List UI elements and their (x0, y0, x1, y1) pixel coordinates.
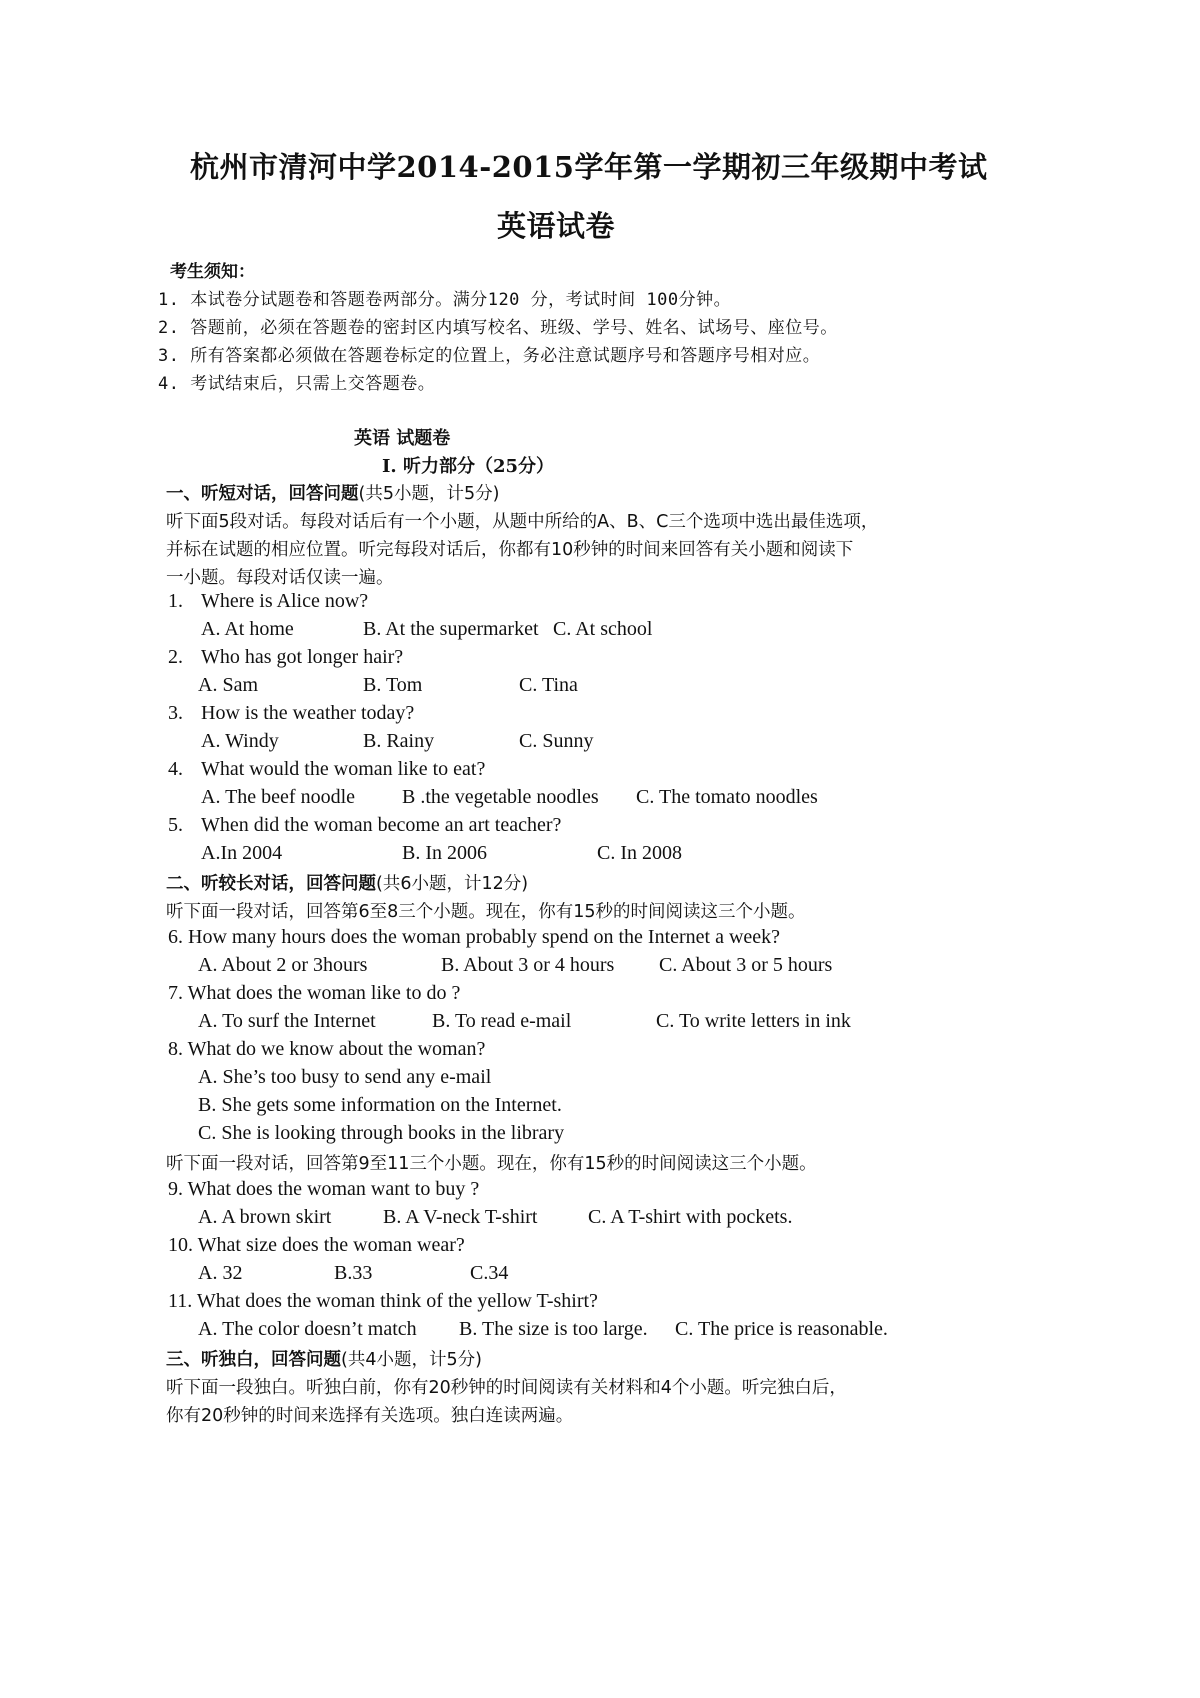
option-b: B. To read e-mail (432, 1010, 572, 1032)
question-text: Where is Alice now? (201, 590, 369, 612)
question-text: 7. What does the woman like to do ? (168, 982, 461, 1004)
question-number: 5. (168, 814, 183, 836)
option-b: B .the vegetable noodles (402, 786, 599, 808)
option-b: B.33 (334, 1262, 373, 1284)
instruction-line: 听下面一段独白。听独白前，你有20秒钟的时间阅读有关材料和4个小题。听完独白后， (166, 1378, 847, 1398)
question-text: What would the woman like to eat? (201, 758, 486, 780)
option-a: A. At home (201, 618, 294, 640)
option-a: A. Windy (201, 730, 279, 752)
question-number: 1. (168, 590, 183, 612)
section-note: (共5小题，计5分) (358, 484, 500, 504)
part-heading: I. 听力部分（25分） (382, 456, 555, 477)
question-text: 11. What does the woman think of the yellow T-shirt? (168, 1290, 598, 1312)
option-b: B. In 2006 (402, 842, 487, 864)
instruction-line: 一小题。每段对话仅读一遍。 (166, 568, 394, 588)
option-c: C. Sunny (519, 730, 594, 752)
section-note: (共4小题，计5分) (341, 1350, 482, 1370)
question-number: 3. (168, 702, 183, 724)
exam-title: 杭州市清河中学2014-2015学年第一学期初三年级期中考试 (190, 150, 988, 184)
question-text: 8. What do we know about the woman? (168, 1038, 486, 1060)
option-c: C. The price is reasonable. (675, 1318, 888, 1340)
question-text: 9. What does the woman want to buy ? (168, 1178, 480, 1200)
question-text: When did the woman become an art teacher? (201, 814, 562, 836)
question-number: 2. (168, 646, 183, 668)
option-a: A. To surf the Internet (198, 1010, 376, 1032)
option-a: A. She’s too busy to send any e-mail (198, 1066, 492, 1088)
option-b: B. The size is too large. (459, 1318, 648, 1340)
question-number: 4. (168, 758, 183, 780)
option-c: C.34 (470, 1262, 509, 1284)
option-b: B. Tom (363, 674, 423, 696)
notice-item: 1. 本试卷分试题卷和答题卷两部分。满分120 分，考试时间 100分钟。 (158, 290, 732, 310)
instruction-line: 听下面一段对话，回答第6至8三个小题。现在，你有15秒的时间阅读这三个小题。 (166, 902, 806, 922)
option-c: C. In 2008 (597, 842, 682, 864)
option-a: A.In 2004 (201, 842, 283, 864)
section-title: 二、听较长对话，回答问题 (166, 874, 376, 894)
option-c: C. At school (553, 618, 653, 640)
instruction-line: 你有20秒钟的时间来选择有关选项。独白连读两遍。 (166, 1406, 574, 1426)
option-b: B. At the supermarket (363, 618, 539, 640)
section-heading (166, 480, 499, 505)
option-b: B. Rainy (363, 730, 435, 752)
question-text: 6. How many hours does the woman probably spend on the Internet a week? (168, 926, 781, 948)
option-a: A. The beef noodle (201, 786, 356, 808)
section-title: 三、听独白，回答问题 (166, 1350, 341, 1370)
section-note: (共6小题，计12分) (376, 874, 529, 894)
paper-name: 英语 试题卷 (354, 428, 451, 449)
option-a: A. The color doesn’t match (198, 1318, 417, 1340)
notice-heading: 考生须知： (170, 262, 255, 282)
instruction-line: 听下面一段对话，回答第9至11三个小题。现在，你有15秒的时间阅读这三个小题。 (166, 1154, 817, 1174)
option-c: C. The tomato noodles (636, 786, 818, 808)
option-b: B. About 3 or 4 hours (441, 954, 615, 976)
option-c: C. A T-shirt with pockets. (588, 1206, 793, 1228)
notice-item: 3. 所有答案都必须做在答题卷标定的位置上，务必注意试题序号和答题序号相对应。 (158, 346, 821, 366)
section-heading (166, 870, 528, 895)
option-a: A. A brown skirt (198, 1206, 332, 1228)
instruction-line: 并标在试题的相应位置。听完每段对话后，你都有10秒钟的时间来回答有关小题和阅读下 (166, 540, 854, 560)
option-c: C. To write letters in ink (656, 1010, 851, 1032)
section-title: 一、听短对话，回答问题 (166, 484, 359, 504)
option-c: C. Tina (519, 674, 578, 696)
question-text: Who has got longer hair? (201, 646, 404, 668)
section-heading (166, 1346, 482, 1371)
question-text: 10. What size does the woman wear? (168, 1234, 465, 1256)
notice-item: 4. 考试结束后，只需上交答题卷。 (158, 374, 436, 394)
question-text: How is the weather today? (201, 702, 415, 724)
option-c: C. About 3 or 5 hours (659, 954, 833, 976)
option-a: A. About 2 or 3hours (198, 954, 368, 976)
option-a: A. 32 (198, 1262, 243, 1284)
option-a: A. Sam (198, 674, 258, 696)
exam-subtitle: 英语试卷 (497, 209, 616, 243)
notice-item: 2. 答题前，必须在答题卷的密封区内填写校名、班级、学号、姓名、试场号、座位号。 (158, 318, 838, 338)
instruction-line: 听下面5段对话。每段对话后有一个小题，从题中所给的A、B、C三个选项中选出最佳选项， (166, 512, 879, 532)
option-c: C. She is looking through books in the library (198, 1122, 565, 1144)
option-b: B. She gets some information on the Internet. (198, 1094, 562, 1116)
option-b: B. A V-neck T-shirt (383, 1206, 538, 1228)
